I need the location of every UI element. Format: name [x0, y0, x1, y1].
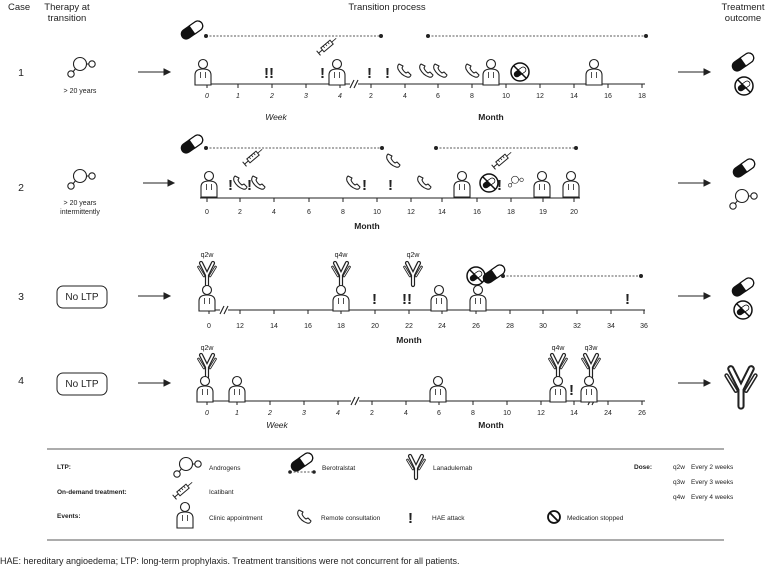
svg-text:2: 2 — [370, 410, 374, 417]
svg-text:18: 18 — [337, 323, 345, 330]
case-1-androgens-icon — [68, 58, 95, 78]
header-case: Case — [8, 2, 31, 13]
legend-berotralstat-icon — [289, 451, 314, 473]
legend-dose-code: q3w — [673, 479, 685, 486]
case-1-outcome-berotralstat-icon — [730, 51, 755, 73]
svg-text:4: 4 — [338, 93, 342, 100]
case-2-icatibant-icon — [492, 150, 513, 169]
case-4-dose-3: q3w — [584, 345, 598, 352]
case-2-timeline — [179, 133, 580, 231]
case-2-phone-icon — [252, 176, 265, 189]
case-4-clinic-icon — [229, 377, 245, 403]
svg-text:8: 8 — [341, 209, 345, 216]
case-4-no-ltp: No LTP — [65, 379, 99, 390]
legend-icatibant-icon — [173, 480, 194, 499]
case-3-attack-mark: ! — [625, 291, 630, 308]
svg-text:6: 6 — [436, 93, 440, 100]
svg-text:12: 12 — [536, 93, 544, 100]
case-2-stop-icon — [480, 174, 498, 192]
case-1-phone-icon — [420, 64, 433, 77]
legend-attack-icon: ! — [408, 510, 413, 527]
svg-text:2: 2 — [369, 93, 373, 100]
case-2-clinic-icon — [201, 172, 217, 198]
case-1-outcome-stop-icon — [735, 77, 753, 95]
svg-text:26: 26 — [638, 410, 646, 417]
svg-text:1: 1 — [236, 93, 240, 100]
legend — [57, 451, 734, 528]
svg-text:12: 12 — [407, 209, 415, 216]
svg-text:19: 19 — [539, 209, 547, 216]
case-3-lanadelumab-icon — [405, 263, 422, 285]
svg-text:20: 20 — [371, 323, 379, 330]
svg-text:26: 26 — [472, 323, 480, 330]
case-3-clinic-icon — [470, 286, 486, 312]
svg-text:10: 10 — [503, 410, 511, 417]
svg-text:14: 14 — [438, 209, 446, 216]
case-3-stop-icon — [467, 267, 485, 285]
legend-attack: HAE attack — [432, 515, 465, 522]
case-1-therapy-note: > 20 years — [63, 88, 97, 95]
svg-text:4: 4 — [404, 410, 408, 417]
legend-stopped: Medication stopped — [567, 515, 624, 522]
case-1-phone-icon — [434, 64, 447, 77]
case-3-dose-1: q2w — [200, 252, 214, 259]
case-1-phone-icon — [466, 64, 479, 77]
case-4-clinic-icon — [197, 377, 213, 403]
case-1-attack-mark: ! — [385, 65, 390, 82]
case-2-attack-mark: ! — [228, 177, 233, 194]
svg-text:16: 16 — [604, 93, 612, 100]
case-1-timeline — [179, 19, 648, 122]
case-2-attack-mark: ! — [388, 177, 393, 194]
case-1-week-label: Week — [265, 112, 287, 122]
case-3-dose-2: q4w — [334, 252, 348, 259]
svg-text:2: 2 — [268, 410, 272, 417]
case-2-clinic-icon — [454, 172, 470, 198]
legend-androgens: Androgens — [209, 465, 241, 472]
case-4-timeline — [197, 345, 646, 430]
header-process: Transition process — [348, 2, 426, 13]
case-4-dose-2: q4w — [551, 345, 565, 352]
svg-text:20: 20 — [570, 209, 578, 216]
legend-berotralstat: Berotralstat — [322, 465, 356, 472]
case-1-phone-icon — [398, 64, 411, 77]
svg-text:0: 0 — [205, 209, 209, 216]
case-2-number: 2 — [18, 182, 24, 194]
case-2-androgens-icon — [68, 170, 95, 190]
legend-androgens-icon — [174, 458, 201, 478]
svg-text:14: 14 — [570, 410, 578, 417]
svg-text:4: 4 — [272, 209, 276, 216]
case-1-attack-mark: !! — [264, 65, 274, 82]
case-1-clinic-icon — [329, 60, 345, 86]
case-2-therapy-note-2: intermittently — [60, 209, 100, 216]
svg-text:2: 2 — [270, 93, 274, 100]
svg-text:14: 14 — [270, 323, 278, 330]
case-2-therapy-note-1: > 20 years — [63, 200, 97, 207]
case-1-attack-mark: ! — [367, 65, 372, 82]
case-3-outcome-berotralstat-icon — [730, 276, 755, 298]
header-outcome: Treatment outcome — [721, 2, 765, 24]
case-4-clinic-icon — [430, 377, 446, 403]
legend-ondemand-label: On-demand treatment: — [57, 489, 127, 496]
svg-text:0: 0 — [205, 93, 209, 100]
legend-dose-text: Every 4 weeks — [691, 494, 734, 501]
case-4-week-label: Week — [266, 420, 288, 430]
svg-text:24: 24 — [604, 410, 612, 417]
legend-dose-text: Every 2 weeks — [691, 464, 734, 471]
svg-text:10: 10 — [373, 209, 381, 216]
case-1-number: 1 — [18, 67, 24, 79]
case-3-clinic-icon — [431, 286, 447, 312]
case-3-berotralstat-icon — [481, 263, 506, 285]
case-arrows-right — [678, 69, 710, 386]
svg-text:28: 28 — [506, 323, 514, 330]
svg-text:16: 16 — [473, 209, 481, 216]
case-4-clinic-icon — [581, 377, 597, 403]
svg-text:4: 4 — [336, 410, 340, 417]
svg-text:12: 12 — [236, 323, 244, 330]
figure-caption: HAE: hereditary angioedema; LTP: long-term prophylaxis. Treatment transitions were not concurrent for all patients. — [0, 556, 460, 566]
case-4-clinic-icon — [550, 377, 566, 403]
case-4-month-label: Month — [478, 420, 504, 430]
case-2-androgens-restart-icon — [508, 176, 523, 187]
svg-text:18: 18 — [507, 209, 515, 216]
case-arrows-left — [138, 69, 174, 386]
case-3-timeline — [199, 252, 648, 345]
svg-text:3: 3 — [304, 93, 308, 100]
case-4-lanadelumab-icon — [583, 355, 600, 377]
svg-text:12: 12 — [537, 410, 545, 417]
case-1-clinic-icon — [483, 60, 499, 86]
case-2-phone-icon — [387, 154, 400, 167]
legend-remote-icon — [298, 510, 311, 523]
svg-text:22: 22 — [405, 323, 413, 330]
case-2-phone-icon — [234, 176, 247, 189]
case-3-attack-mark: !! — [402, 291, 412, 308]
case-3-lanadelumab-icon — [333, 263, 350, 285]
svg-text:36: 36 — [640, 323, 648, 330]
case-2-clinic-icon — [534, 172, 550, 198]
case-1-clinic-icon — [586, 60, 602, 86]
case-2-clinic-icon — [563, 172, 579, 198]
case-4-dose-1: q2w — [200, 345, 214, 352]
case-4-number: 4 — [18, 375, 24, 387]
svg-text:0: 0 — [207, 323, 211, 330]
case-3-lanadelumab-icon — [199, 263, 216, 285]
case-3-attack-mark: ! — [372, 291, 377, 308]
svg-text:4: 4 — [403, 93, 407, 100]
case-3-month-label: Month — [396, 335, 422, 345]
case-1-berotralstat-icon — [179, 19, 204, 41]
case-3-dose-3: q2w — [406, 252, 420, 259]
legend-icatibant: Icatibant — [209, 489, 234, 496]
case-4-lanadelumab-icon — [199, 355, 216, 377]
case-1-month-label: Month — [478, 112, 504, 122]
svg-text:14: 14 — [570, 93, 578, 100]
svg-text:1: 1 — [235, 410, 239, 417]
legend-clinic: Clinic appointment — [209, 515, 263, 522]
case-2-berotralstat-icon — [179, 133, 204, 155]
legend-clinic-icon — [177, 503, 193, 529]
case-1-icatibant-icon — [317, 36, 338, 55]
treatment-outcomes — [727, 51, 758, 406]
svg-text:6: 6 — [437, 410, 441, 417]
svg-text:32: 32 — [573, 323, 581, 330]
case-2-attack-mark: ! — [497, 177, 502, 194]
legend-dose-label: Dose: — [634, 464, 653, 471]
header-therapy: Therapy at transition — [44, 2, 90, 24]
svg-text:0: 0 — [205, 410, 209, 417]
legend-ltp-label: LTP: — [57, 464, 71, 471]
legend-dose-code: q2w — [673, 464, 685, 471]
svg-text:18: 18 — [638, 93, 646, 100]
svg-text:8: 8 — [470, 93, 474, 100]
legend-lanadelumab: Lanadulemab — [433, 465, 473, 472]
case-2-phone-icon — [418, 176, 431, 189]
svg-text:24: 24 — [438, 323, 446, 330]
case-3-no-ltp: No LTP — [65, 292, 99, 303]
svg-text:2: 2 — [238, 209, 242, 216]
legend-lanadelumab-icon — [408, 456, 425, 478]
svg-text:3: 3 — [302, 410, 306, 417]
case-3-clinic-icon — [333, 286, 349, 312]
legend-events-label: Events: — [57, 513, 81, 520]
case-2-phone-icon — [347, 176, 360, 189]
case-2-icatibant-icon — [243, 147, 264, 166]
case-4-lanadelumab-icon — [550, 355, 567, 377]
svg-text:34: 34 — [607, 323, 615, 330]
svg-text:8: 8 — [471, 410, 475, 417]
svg-text:6: 6 — [307, 209, 311, 216]
svg-text:16: 16 — [304, 323, 312, 330]
legend-remote: Remote consultation — [321, 515, 381, 522]
case-4-attack-mark: ! — [569, 382, 574, 399]
case-2-attack-mark: ! — [362, 177, 367, 194]
case-3-outcome-stop-icon — [734, 301, 752, 319]
case-1-attack-mark: ! — [320, 65, 325, 82]
case-2-month-label: Month — [354, 221, 380, 231]
legend-dose-code: q4w — [673, 494, 685, 501]
case-3-clinic-icon — [199, 286, 215, 312]
svg-text:10: 10 — [502, 93, 510, 100]
case-2-attack-mark: ! — [247, 177, 252, 194]
case-1-stop-icon — [511, 63, 529, 81]
case-3-number: 3 — [18, 291, 24, 303]
case-4-outcome-lanadelumab-icon — [727, 369, 756, 406]
legend-dose-text: Every 3 weeks — [691, 479, 734, 486]
svg-text:30: 30 — [539, 323, 547, 330]
case-2-outcome-androgens-icon — [730, 190, 757, 210]
case-1-clinic-icon — [195, 60, 211, 86]
case-2-outcome-berotralstat-icon — [731, 157, 756, 179]
